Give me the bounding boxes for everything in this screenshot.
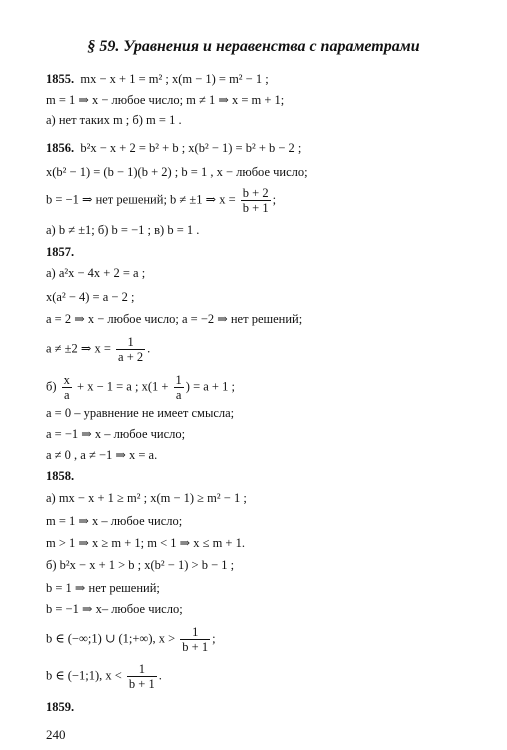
fraction-numerator: 1 <box>180 625 210 640</box>
problem-1857-a-line-2: x(a² − 4) = a − 2 ; <box>46 290 135 304</box>
problem-1856-answer: а) b ≠ ±1; б) b = −1 ; в) b = 1 . <box>46 223 200 237</box>
problem-1855-line-2: m = 1 ⇒ x − любое число; m ≠ 1 ⇒ x = m + 1; <box>46 93 285 107</box>
fraction-denominator: b + 1 <box>128 677 155 691</box>
section-title: § 59. Уравнения и неравенства с параметрами <box>87 38 420 55</box>
fraction <box>127 662 157 691</box>
equation-text: ; <box>212 631 216 646</box>
fraction <box>116 335 145 364</box>
equation-text: b = −1 ⇒ нет решений; b ≠ ±1 ⇒ x = <box>46 192 236 207</box>
problem-1858-b-line-5 <box>46 662 162 691</box>
problem-1858-a-line-1: а) mx − x + 1 ≥ m² ; x(m − 1) ≥ m² − 1 ; <box>46 491 247 505</box>
problem-1857-b-line-4: a ≠ 0 , a ≠ −1 ⇒ x = a. <box>46 448 158 462</box>
fraction-numerator: x <box>63 373 70 387</box>
fraction-denominator: b + 1 <box>242 201 269 215</box>
problem-1857-number: 1857. <box>46 245 75 259</box>
problem-1857-a-line-4 <box>46 335 150 364</box>
equation-text: б) <box>46 379 57 394</box>
fraction-numerator: 1 <box>116 335 145 350</box>
equation-text: . <box>147 341 151 356</box>
problem-1858-b-line-1: б) b²x − x + 1 > b ; x(b² − 1) > b − 1 ; <box>46 558 235 572</box>
fraction <box>174 373 184 402</box>
fraction-denominator: a <box>64 388 70 402</box>
problem-1858-number: 1858. <box>46 469 75 483</box>
fraction-denominator: a <box>175 388 182 402</box>
fraction <box>241 186 271 215</box>
fraction-numerator: b + 2 <box>242 186 269 200</box>
equation-text: b ∈ (−∞;1) ∪ (1;+∞), x > <box>46 631 176 646</box>
equation-text: mx − x + 1 = m² ; x(m − 1) = m² − 1 ; <box>80 72 269 86</box>
problem-1855-line-1 <box>46 71 269 87</box>
equation-text: ) = a + 1 ; <box>185 379 235 394</box>
equation-text: ; <box>272 192 277 207</box>
problem-1855-answer: а) нет таких m ; б) m = 1 . <box>46 113 182 127</box>
equation-text: + x − 1 = a ; x(1 + <box>77 379 169 394</box>
problem-1857-b-line-2: a = 0 – уравнение не имеет смысла; <box>46 406 235 420</box>
problem-1858-b-line-4 <box>46 625 216 654</box>
fraction <box>180 625 210 654</box>
problem-1857-a-line-1: а) a²x − 4x + 2 = a ; <box>46 266 146 280</box>
problem-1859-number: 1859. <box>46 700 75 714</box>
problem-1857-b-line-3: a = −1 ⇒ x – любое число; <box>46 427 186 441</box>
page-number: 240 <box>46 727 66 742</box>
problem-1859-number-line <box>46 699 74 715</box>
equation-text: . <box>158 668 162 683</box>
problem-1858-number-line <box>46 468 74 484</box>
problem-1858-b-line-3: b = −1 ⇒ x– любое число; <box>46 602 183 616</box>
fraction-numerator: 1 <box>175 373 182 387</box>
fraction-denominator: a + 2 <box>118 350 144 364</box>
problem-1856-line-1 <box>46 140 301 156</box>
problem-1858-b-line-2: b = 1 ⇒ нет решений; <box>46 581 160 595</box>
problem-1857-a-line-3: a = 2 ⇒ x − любое число; a = −2 ⇒ нет решений; <box>46 312 303 326</box>
equation-text: b²x − x + 2 = b² + b ; x(b² − 1) = b² + b − 2 ; <box>80 141 302 155</box>
problem-1857-b-line-1 <box>46 373 235 402</box>
problem-1856-line-2: x(b² − 1) = (b − 1)(b + 2) ; b = 1 , x − любое число; <box>46 165 308 179</box>
fraction-numerator: 1 <box>127 662 157 677</box>
problem-1858-a-line-2: m = 1 ⇒ x – любое число; <box>46 514 183 528</box>
problem-1857-number-line <box>46 244 74 260</box>
problem-1858-a-line-3: m > 1 ⇒ x ≥ m + 1; m < 1 ⇒ x ≤ m + 1. <box>46 536 245 550</box>
fraction-denominator: b + 1 <box>182 640 209 654</box>
problem-1856-number: 1856. <box>46 141 75 155</box>
equation-text: a ≠ ±2 ⇒ x = <box>46 341 111 356</box>
problem-1856-line-3 <box>46 186 276 215</box>
fraction <box>62 373 72 402</box>
problem-1855-number: 1855. <box>46 72 75 86</box>
equation-text: b ∈ (−1;1), x < <box>46 668 122 683</box>
